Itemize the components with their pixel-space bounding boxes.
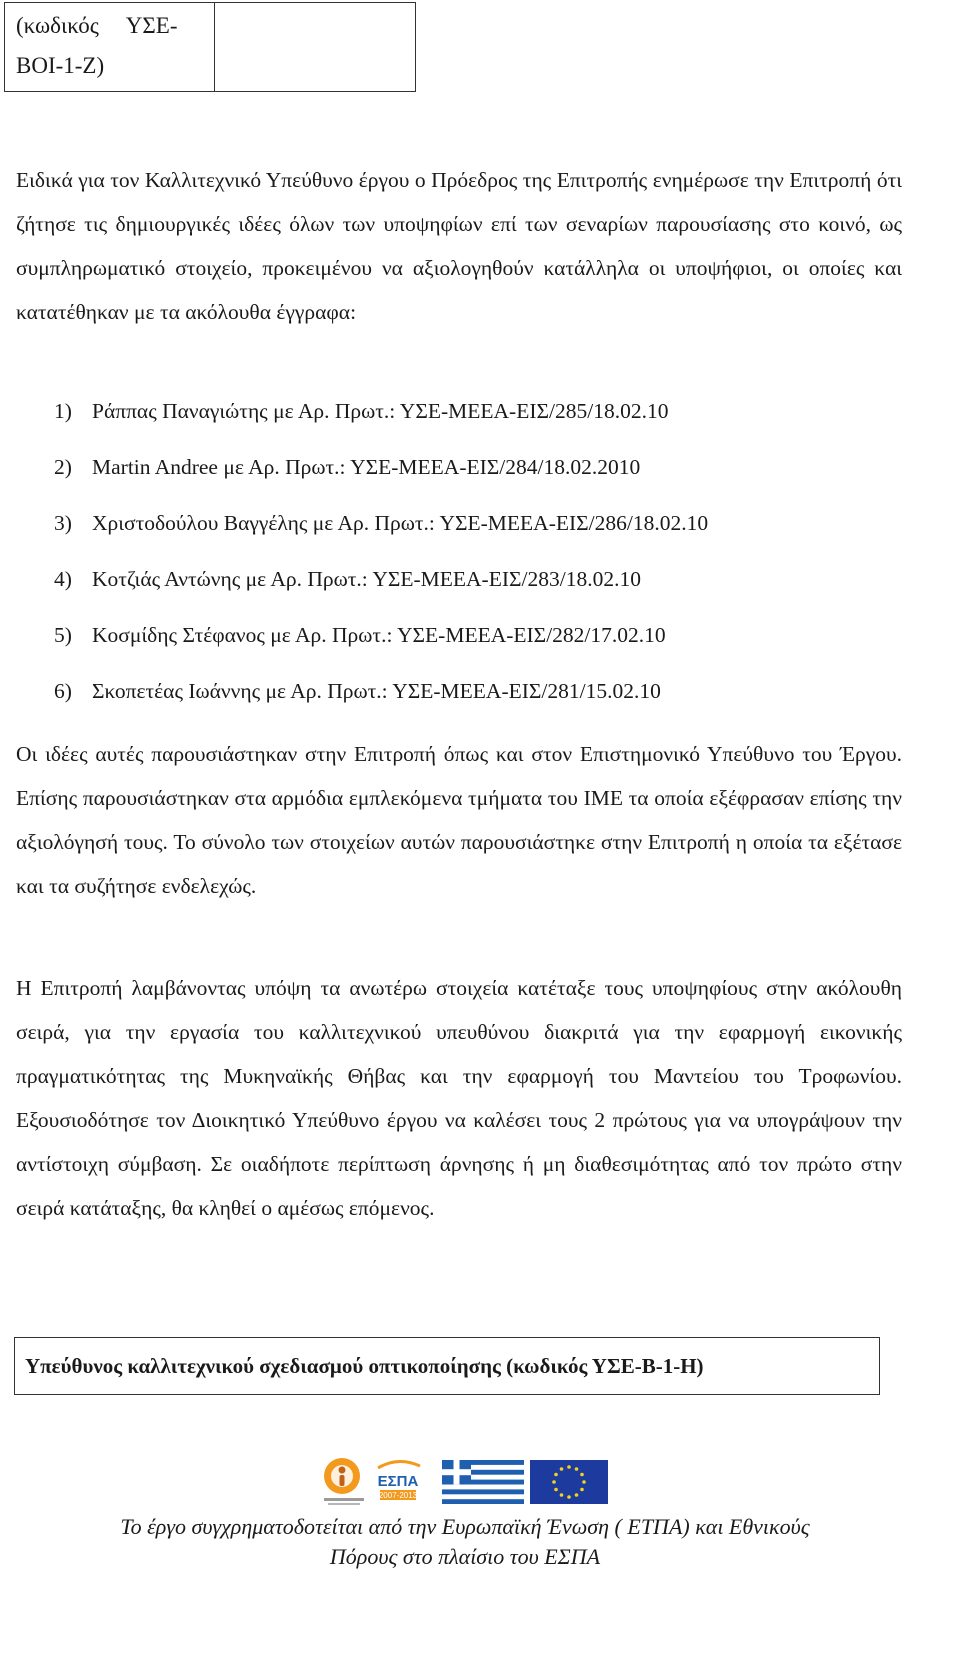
list-item xyxy=(54,452,874,508)
ranking-paragraph: Η Επιτροπή λαμβάνοντας υπόψη τα ανωτέρω στοιχεία κατέταξε τους υποψηφίους στην ακόλουθη σειρά, για την εργασία του καλλιτεχνικού υπευθύνου διακριτά για την εφαρμογή εικονικής πραγματικότητας της Μυκηναϊκής Θήβας και την εφαρμογή του Μαντείου του Τροφωνίου. Εξουσιοδότησε τον Διοικητικό Υπεύθυνο έργου να καλέσει τους 2 πρώτους για να υπογράψουν την αντίστοιχη σύμβαση. Σε οιαδήποτε περίπτωση άρνησης ή μη διαθεσιμότητας από τον πρώτο στην σειρά κατάταξης, θα κληθεί ο αμέσως επόμενος. xyxy=(16,976,902,1220)
list-text: Σκοπετέας Ιωάννης με Αρ. Πρωτ.: ΥΣΕ-ΜΕΕΑ-ΕΙΣ/281/15.02.10 xyxy=(92,679,661,703)
list-item xyxy=(54,508,874,564)
list-text: Martin Andree με Αρ. Πρωτ.: ΥΣΕ-ΜΕΕΑ-ΕΙΣ/284/18.02.2010 xyxy=(92,455,641,479)
list-text: Ράππας Παναγιώτης με Αρ. Πρωτ.: ΥΣΕ-ΜΕΕΑ-ΕΙΣ/285/18.02.10 xyxy=(92,399,669,423)
espa-years-text: 2007-2013 xyxy=(378,1491,418,1500)
footer-note xyxy=(40,1512,890,1572)
list-item xyxy=(54,396,874,452)
footer-line2: Πόρους στο πλαίσιο του ΕΣΠΑ xyxy=(329,1544,601,1569)
list-text: Κοσμίδης Στέφανος με Αρ. Πρωτ.: ΥΣΕ-ΜΕΕΑ-ΕΙΣ/282/17.02.10 xyxy=(92,623,666,647)
list-number: 6) xyxy=(54,679,72,703)
greek-flag-icon xyxy=(442,1460,524,1504)
information-society-logo xyxy=(324,1458,364,1505)
table-divider xyxy=(214,2,215,92)
list-text: Χριστοδούλου Βαγγέλης με Αρ. Πρωτ.: ΥΣΕ-ΜΕΕΑ-ΕΙΣ/286/18.02.10 xyxy=(92,511,709,535)
list-number: 2) xyxy=(54,455,72,479)
list-number: 1) xyxy=(54,399,72,423)
espa-logo xyxy=(374,1458,422,1504)
section-heading xyxy=(14,1337,880,1395)
list-item xyxy=(54,564,874,620)
eu-flag-icon xyxy=(530,1460,608,1504)
header-cell-text xyxy=(16,6,206,86)
list-number: 5) xyxy=(54,623,72,647)
funding-logos xyxy=(320,1452,610,1510)
section-heading-text: Υπεύθυνος καλλιτεχνικού σχεδιασμού οπτικοποίησης (κωδικός ΥΣΕ-Β-1-Η) xyxy=(25,1353,704,1378)
list-item xyxy=(54,620,874,676)
list-item xyxy=(54,676,874,732)
candidate-list xyxy=(54,396,874,732)
list-text: Κοτζιάς Αντώνης με Αρ. Πρωτ.: ΥΣΕ-ΜΕΕΑ-ΕΙΣ/283/18.02.10 xyxy=(92,567,641,591)
header-cell-line2: ΒΟΙ-1-Ζ) xyxy=(16,53,105,78)
logos-svg xyxy=(320,1452,610,1510)
list-number: 3) xyxy=(54,511,72,535)
espa-logo-text: ΕΣΠΑ xyxy=(377,1473,419,1490)
list-number: 4) xyxy=(54,567,72,591)
footer-line1: Το έργο συγχρηματοδοτείται από την Ευρωπαϊκή Ένωση ( ΕΤΠΑ) και Εθνικούς xyxy=(120,1514,810,1539)
intro-paragraph: Ειδικά για τον Καλλιτεχνικό Υπεύθυνο έργου ο Πρόεδρος της Επιτροπής ενημέρωσε την Επιτροπή ότι ζήτησε τις δημιουργικές ιδέες όλων των υποψηφίων επί των σεναρίων παρουσίασης στο κοινό, ως συμπληρωματικό στοιχείο, προκειμένου να αξιολογηθούν κατάλληλα οι υποψήφιοι, οι οποίες και κατατέθηκαν με τα ακόλουθα έγγραφα: xyxy=(16,168,902,324)
presentation-paragraph: Οι ιδέες αυτές παρουσιάστηκαν στην Επιτροπή όπως και στον Επιστημονικό Υπεύθυνο του Έργου. Επίσης παρουσιάστηκαν στα αρμόδια εμπλεκόμενα τμήματα του ΙΜΕ τα οποία εξέφρασαν επίσης την αξιολόγησή τους. Το σύνολο των στοιχείων αυτών παρουσιάστηκε στην Επιτροπή η οποία τα εξέτασε και τα συζήτησε ενδελεχώς. xyxy=(16,742,902,898)
header-cell-line1: (κωδικός ΥΣΕ- xyxy=(16,13,178,38)
